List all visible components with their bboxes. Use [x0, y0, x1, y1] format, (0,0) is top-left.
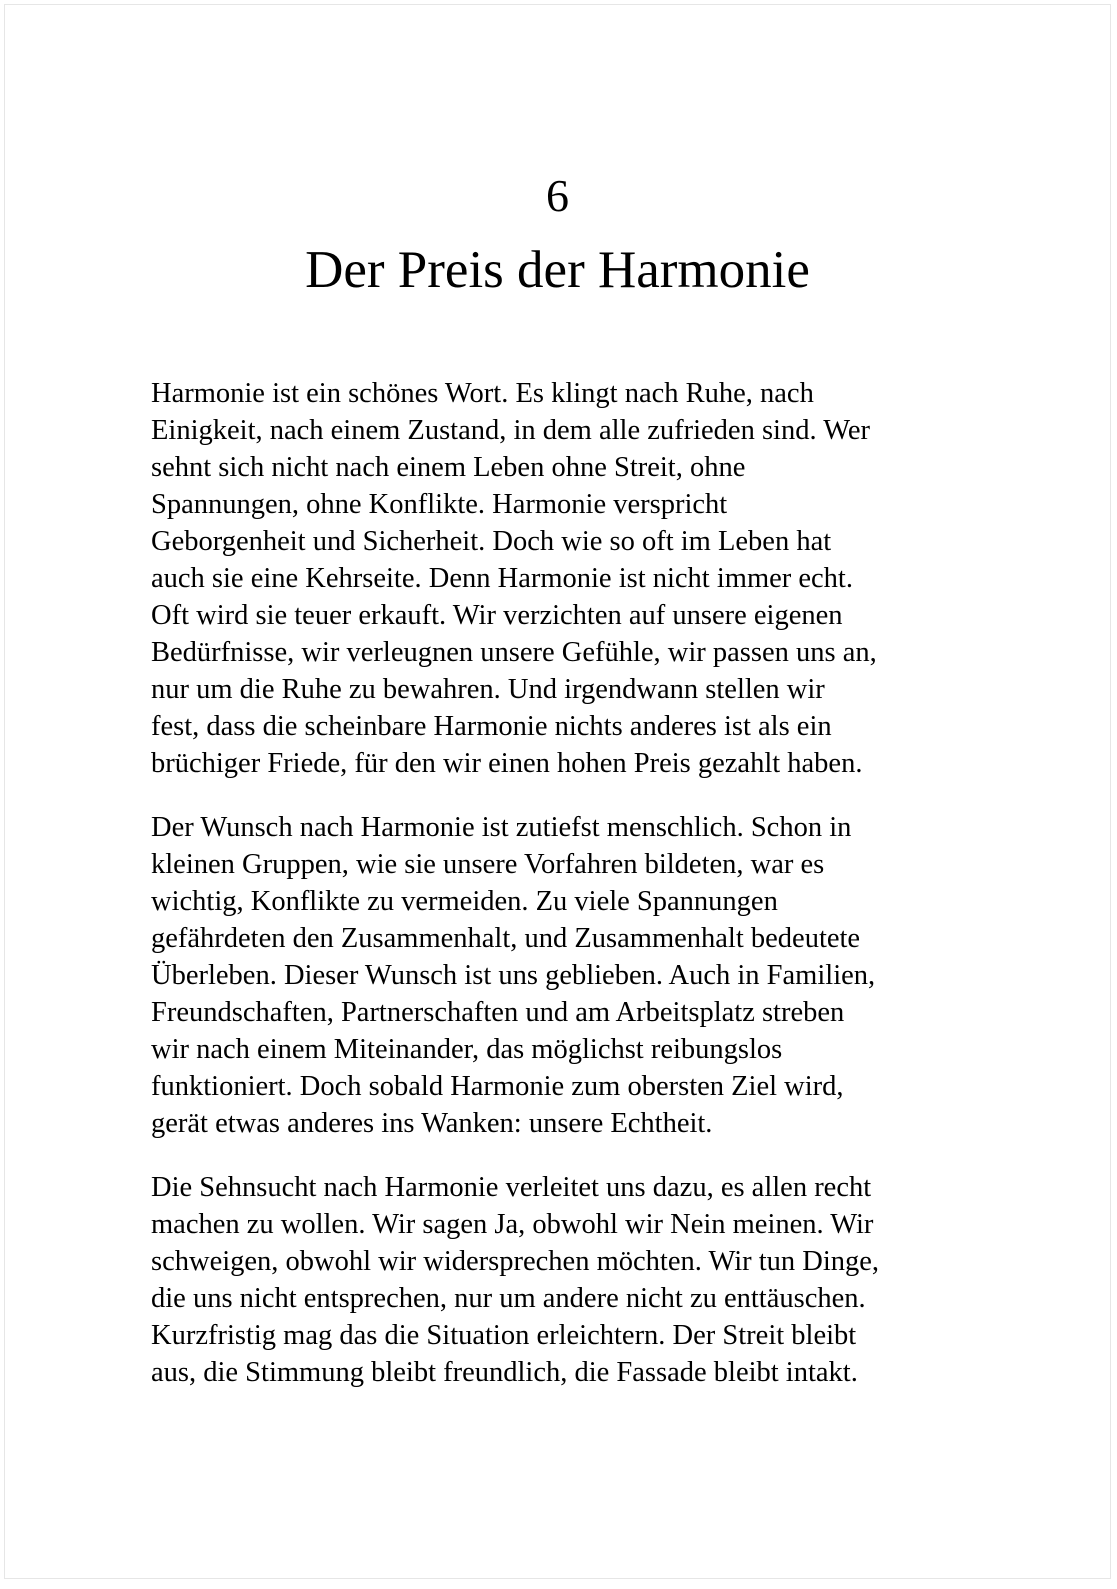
text-line: machen zu wollen. Wir sagen Ja, obwohl wir Nein meinen. Wir: [151, 1209, 874, 1240]
text-line: Oft wird sie teuer erkauft. Wir verzichten auf unsere eigenen: [151, 600, 843, 631]
text-line: fest, dass die scheinbare Harmonie nichts anderes ist als ein: [151, 711, 832, 742]
text-line: funktioniert. Doch sobald Harmonie zum obersten Ziel wird,: [151, 1071, 844, 1102]
text-line: Geborgenheit und Sicherheit. Doch wie so oft im Leben hat: [151, 526, 832, 557]
text-line: Bedürfnisse, wir verleugnen unsere Gefühle, wir passen uns an,: [151, 637, 877, 668]
chapter-title: Der Preis der Harmonie: [305, 241, 810, 299]
text-line: auch sie eine Kehrseite. Denn Harmonie ist nicht immer echt.: [151, 563, 853, 594]
text-line: sehnt sich nicht nach einem Leben ohne Streit, ohne: [151, 452, 746, 483]
text-line: Freundschaften, Partnerschaften und am Arbeitsplatz streben: [151, 997, 845, 1028]
chapter-number: 6: [546, 170, 569, 221]
text-line: gerät etwas anderes ins Wanken: unsere Echtheit.: [151, 1108, 713, 1139]
book-page: [4, 4, 1111, 1579]
text-line: Der Wunsch nach Harmonie ist zutiefst menschlich. Schon in: [151, 812, 852, 843]
text-line: wichtig, Konflikte zu vermeiden. Zu viele Spannungen: [151, 886, 778, 917]
text-line: schweigen, obwohl wir widersprechen möchten. Wir tun Dinge,: [151, 1246, 880, 1277]
text-line: Harmonie ist ein schönes Wort. Es klingt nach Ruhe, nach: [151, 378, 814, 409]
text-line: Einigkeit, nach einem Zustand, in dem alle zufrieden sind. Wer: [151, 415, 870, 446]
text-line: gefährdeten den Zusammenhalt, und Zusammenhalt bedeutete: [151, 923, 861, 954]
text-line: Überleben. Dieser Wunsch ist uns geblieben. Auch in Familien,: [151, 960, 876, 991]
text-line: Spannungen, ohne Konflikte. Harmonie verspricht: [151, 489, 728, 520]
text-line: nur um die Ruhe zu bewahren. Und irgendwann stellen wir: [151, 674, 825, 705]
paragraph-2: [151, 809, 991, 1142]
text-line: wir nach einem Miteinander, das möglichst reibungslos: [151, 1034, 783, 1065]
chapter-body: [151, 375, 991, 1418]
paragraph-3: [151, 1169, 991, 1391]
paragraph-1: [151, 375, 991, 782]
text-line: aus, die Stimmung bleibt freundlich, die Fassade bleibt intakt.: [151, 1357, 858, 1388]
text-line: die uns nicht entsprechen, nur um andere nicht zu enttäuschen.: [151, 1283, 866, 1314]
text-line: Kurzfristig mag das die Situation erleichtern. Der Streit bleibt: [151, 1320, 857, 1351]
text-line: brüchiger Friede, für den wir einen hohen Preis gezahlt haben.: [151, 748, 863, 779]
text-line: kleinen Gruppen, wie sie unsere Vorfahren bildeten, war es: [151, 849, 825, 880]
text-line: Die Sehnsucht nach Harmonie verleitet uns dazu, es allen recht: [151, 1172, 872, 1203]
